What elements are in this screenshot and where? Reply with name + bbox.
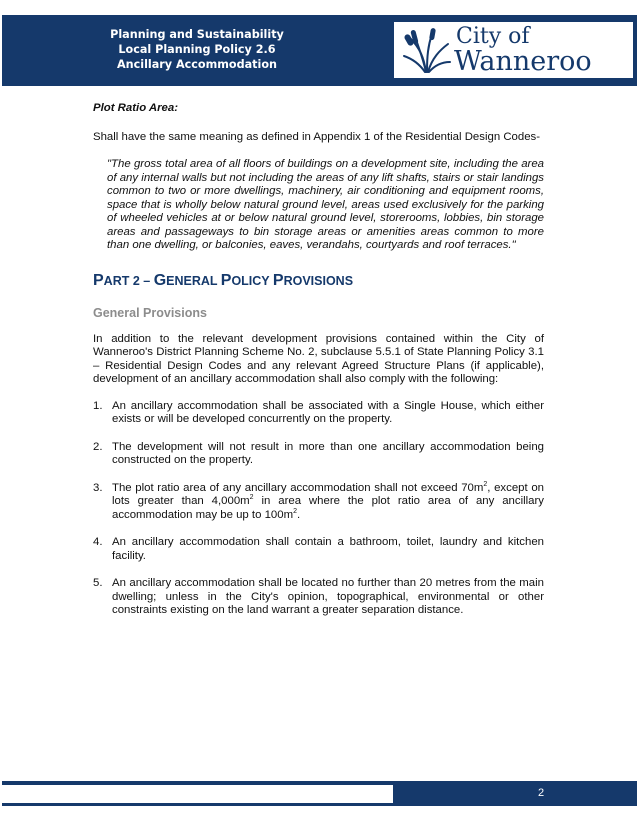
provisions-list [93, 400, 544, 618]
list-text-part: The plot ratio area of any ancillary accommodation shall not exceed 70m [112, 481, 484, 494]
list-text: The development will not result in more than one ancillary accommodation being constructed on the property. [112, 440, 544, 466]
header-title [2, 27, 392, 72]
heading-cap: P [220, 271, 232, 289]
definition-quote: "The gross total area of all floors of buildings on a development site, including the area of any internal walls but not including the areas of any lift shafts, stairs or stair landings common to two or more dwellings, machinery, air conditioning and equipment rooms, space that is wholly below natural ground level, areas used exclusively for the parking of wheeled vehicles at or below natural ground level, storerooms, lobbies, bin storage areas and passageways to bin storage areas or amenities areas common to more than one dwelling, or balconies, eaves, verandahs, courtyards and roof terraces." [107, 158, 544, 251]
list-item [93, 400, 544, 427]
list-text [112, 482, 544, 521]
heading-cap: G [153, 271, 167, 289]
heading-cap: P [272, 271, 284, 289]
heading-small-caps: ENERAL [166, 273, 221, 288]
heading-cap: P [93, 271, 104, 289]
logo-name-text: Wanneroo [454, 46, 592, 77]
superscript: 2 [293, 507, 297, 515]
list-text: An ancillary accommodation shall contain a bathroom, toilet, laundry and kitchen facility. [112, 536, 544, 562]
list-item [93, 441, 544, 468]
part-heading [93, 271, 544, 291]
page-header [2, 15, 637, 86]
provisions-intro: In addition to the relevant development provisions contained within the City of Wanneroo's District Planning Scheme No. 2, subclause 5.5.1 of State Planning Policy 3.1 – Residential Design Codes and any relevant Agreed Structure Plans (if applicable), development of an ancillary accommodation shall also comply with the following: [93, 332, 544, 385]
list-text-part: . [297, 508, 301, 521]
list-item [93, 577, 544, 618]
superscript: 2 [483, 480, 488, 488]
heading-small-caps: OLICY [231, 273, 273, 288]
list-number: 4. [93, 536, 103, 548]
definition-intro: Shall have the same meaning as defined in Appendix 1 of the Residential Design Codes- [93, 130, 541, 143]
city-logo [394, 22, 633, 78]
list-number: 5. [93, 577, 103, 589]
header-line-topic: Ancillary Accommodation [116, 58, 277, 71]
page-footer [2, 781, 637, 806]
heading-small-caps: ART 2 – [103, 273, 154, 288]
header-line-department: Planning and Sustainability [110, 28, 284, 41]
list-number: 1. [93, 399, 103, 412]
list-item [93, 536, 544, 563]
page-content [93, 102, 544, 632]
grass-tree-logo-icon [402, 28, 452, 74]
header-line-policy: Local Planning Policy 2.6 [118, 43, 276, 56]
logo-city-text: City of [456, 24, 530, 49]
list-number: 3. [93, 481, 103, 494]
sub-heading: General Provisions [93, 305, 207, 320]
list-text: An ancillary accommodation shall be located no further than 20 metres from the main dwelling; unless in the City's opinion, topographical, environmental or other constraints existing on the land warrant a greater separation distance. [112, 577, 544, 616]
page-number: 2 [538, 787, 545, 799]
list-text-part: in area where the plot ratio area of any ancillary accommodation may be up to 100m [112, 495, 544, 521]
list-text: An ancillary accommodation shall be associated with a Single House, which either exists or will be developed concurrently on the property. [112, 399, 544, 425]
footer-bar [2, 785, 393, 803]
superscript: 2 [249, 494, 254, 502]
list-text-part: , except on lots greater than 4,000m [112, 481, 544, 507]
list-number: 2. [93, 440, 103, 453]
definition-title: Plot Ratio Area: [93, 102, 179, 114]
heading-small-caps: ROVISIONS [283, 273, 354, 288]
list-item [93, 482, 544, 523]
